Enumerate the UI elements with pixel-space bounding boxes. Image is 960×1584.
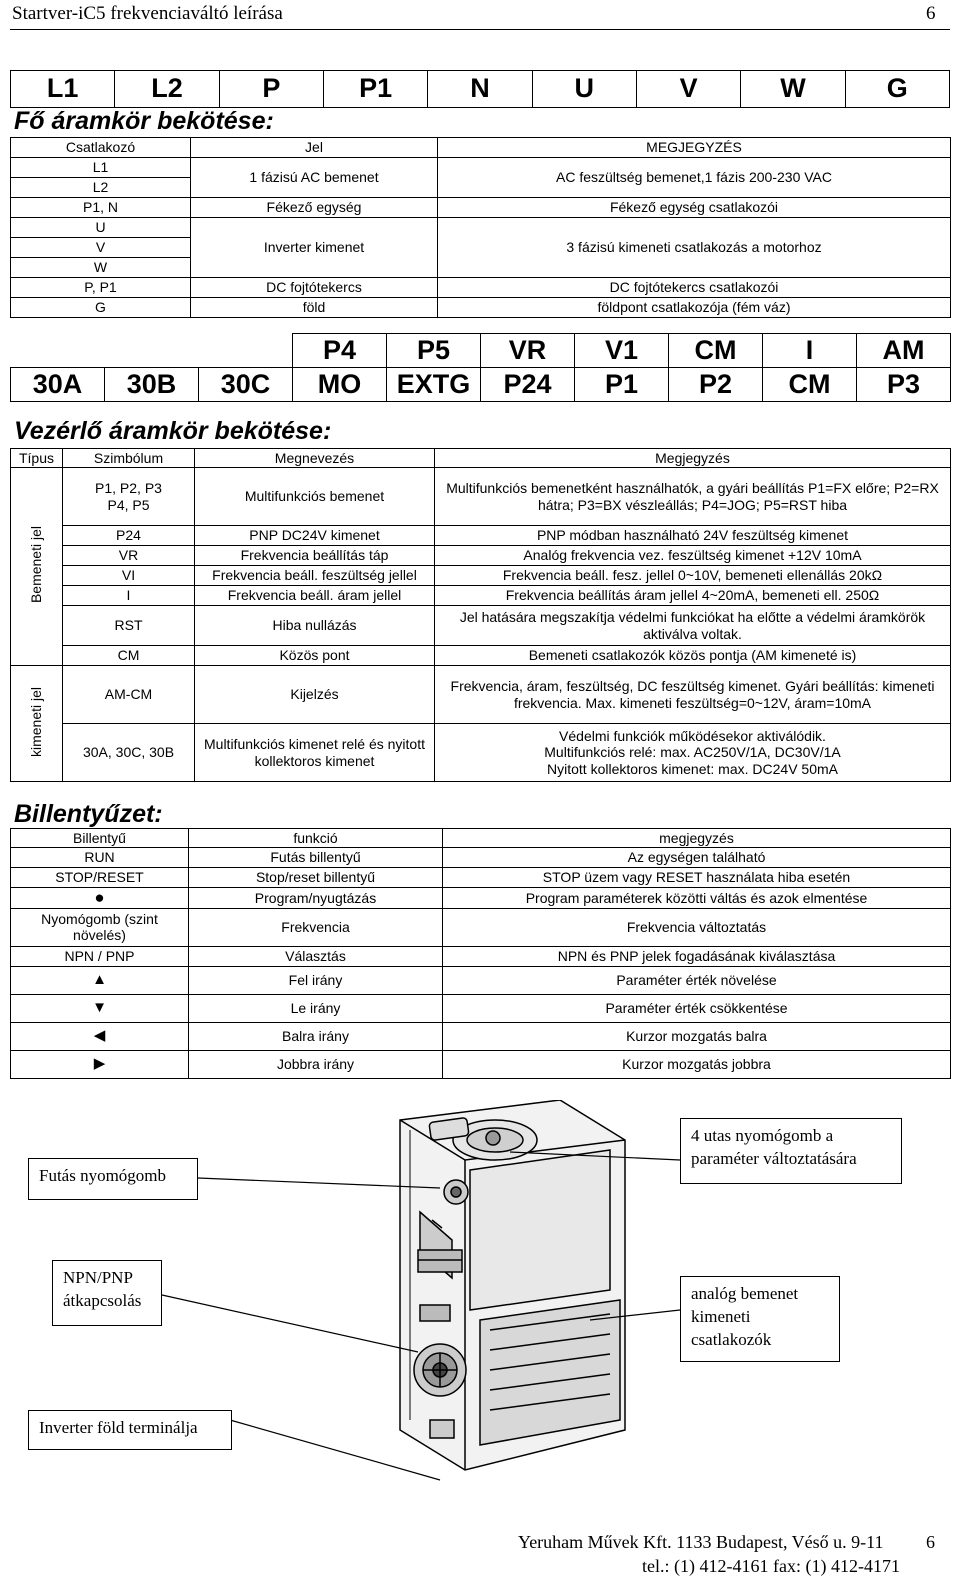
note-cell: Frekvencia változtatás — [443, 908, 951, 946]
keypad-table — [10, 828, 951, 1079]
note-cell: AC feszültség bemenet,1 fázis 200-230 VAC — [438, 158, 951, 198]
terminal-label: 30A — [11, 368, 105, 402]
header-cell: funkció — [189, 829, 443, 848]
note-cell: 3 fázisú kimeneti csatlakozás a motorhoz — [438, 218, 951, 278]
terminal-label: MO — [293, 368, 387, 402]
symbol-cell: CM — [63, 646, 195, 666]
note-cell: PNP módban használható 24V feszültség kimenet — [435, 526, 951, 546]
terminal-label: CM — [763, 368, 857, 402]
symbol-cell: P1, P2, P3 P4, P5 — [63, 468, 195, 526]
name-cell: Közös pont — [195, 646, 435, 666]
note-cell: Paraméter érték csökkentése — [443, 994, 951, 1022]
header-rule — [10, 29, 950, 30]
terminal-label: L1 — [11, 71, 115, 108]
terminal-label: P5 — [387, 334, 481, 368]
note-cell: Fékező egység csatlakozói — [438, 198, 951, 218]
note-cell: STOP üzem vagy RESET használata hiba esetén — [443, 868, 951, 888]
note-cell: földpont csatlakozója (fém váz) — [438, 298, 951, 318]
symbol-cell: RST — [63, 606, 195, 646]
key-cell: NPN / PNP — [11, 946, 189, 966]
keypad-section-title: Billentyűzet: — [14, 800, 163, 828]
note-cell: Frekvencia beáll. fesz. jellel 0~10V, bemeneti ellenállás 20kΩ — [435, 566, 951, 586]
terminal-label: P1 — [323, 71, 427, 108]
connector-cell: L1 — [11, 158, 191, 178]
note-cell: NPN és PNP jelek fogadásának kiválasztása — [443, 946, 951, 966]
connector-cell: G — [11, 298, 191, 318]
terminal-label: P3 — [857, 368, 951, 402]
signal-cell: 1 fázisú AC bemenet — [191, 158, 438, 198]
callout-ground-terminal: Inverter föld terminálja — [28, 1410, 232, 1450]
note-cell: Frekvencia, áram, feszültség, DC feszültség kimenet. Gyári beállítás: kimeneti frekvencia. Max. kimeneti feszültség=0~12V, áram=10mA — [435, 666, 951, 724]
arrow-right-icon: ▶ — [11, 1050, 189, 1078]
footer-page-number: 6 — [926, 1532, 935, 1552]
arrow-up-icon: ▲ — [11, 966, 189, 994]
name-cell: PNP DC24V kimenet — [195, 526, 435, 546]
header-cell: Megnevezés — [195, 449, 435, 468]
header-cell: MEGJEGYZÉS — [438, 138, 951, 158]
name-cell: Hiba nullázás — [195, 606, 435, 646]
terminal-label: W — [741, 71, 845, 108]
symbol-cell: VI — [63, 566, 195, 586]
terminal-label: I — [763, 334, 857, 368]
connector-cell: U — [11, 218, 191, 238]
symbol-cell: VR — [63, 546, 195, 566]
function-cell: Program/nyugtázás — [189, 888, 443, 909]
header-cell: Típus — [11, 449, 63, 468]
note-cell: Paraméter érték növelése — [443, 966, 951, 994]
function-cell: Le irány — [189, 994, 443, 1022]
footer-address: Yeruham Művek Kft. 1133 Budapest, Véső u. 9-11 — [518, 1532, 884, 1552]
function-cell: Fel irány — [189, 966, 443, 994]
callout-4way-keys: 4 utas nyomógomb a paraméter változtatására — [680, 1118, 902, 1184]
symbol-cell: P24 — [63, 526, 195, 546]
note-cell: Multifunkciós bemenetként használhatók, a gyári beállítás P1=FX előre; P2=RX hátra; P3=BX vészleállás; P4=JOG; P5=RST hiba — [435, 468, 951, 526]
header-cell: Billentyű — [11, 829, 189, 848]
terminal-label: N — [428, 71, 532, 108]
arrow-left-icon: ◀ — [11, 1022, 189, 1050]
name-cell: Frekvencia beáll. áram jellel — [195, 586, 435, 606]
note-cell: Az egységen található — [443, 848, 951, 868]
control-circuit-table — [10, 448, 951, 782]
terminal-label: 30B — [105, 368, 199, 402]
connector-cell: P1, N — [11, 198, 191, 218]
name-cell: Multifunkciós kimenet relé és nyitott kollektoros kimenet — [195, 724, 435, 782]
symbol-cell: I — [63, 586, 195, 606]
output-signal-label: kimeneti jel — [28, 686, 45, 757]
terminal-label: VR — [481, 334, 575, 368]
terminal-label: P — [219, 71, 323, 108]
symbol-cell: AM-CM — [63, 666, 195, 724]
note-cell: Kurzor mozgatás jobbra — [443, 1050, 951, 1078]
name-cell: Frekvencia beállítás táp — [195, 546, 435, 566]
function-cell: Stop/reset billentyű — [189, 868, 443, 888]
terminal-label: L2 — [115, 71, 219, 108]
header-cell: Megjegyzés — [435, 449, 951, 468]
output-type-cell — [11, 666, 63, 782]
page-header-title: Startver-iC5 frekvenciaváltó leírása — [12, 3, 283, 24]
header-cell: Szimbólum — [63, 449, 195, 468]
terminal-label: P4 — [293, 334, 387, 368]
note-cell: Kurzor mozgatás balra — [443, 1022, 951, 1050]
connector-cell: L2 — [11, 178, 191, 198]
terminal-label: P1 — [575, 368, 669, 402]
function-cell: Jobbra irány — [189, 1050, 443, 1078]
function-cell: Frekvencia — [189, 908, 443, 946]
terminal-label: G — [845, 71, 949, 108]
terminal-label: EXTG — [387, 368, 481, 402]
connector-cell: V — [11, 238, 191, 258]
callout-run-button: Futás nyomógomb — [28, 1158, 198, 1200]
function-cell: Balra irány — [189, 1022, 443, 1050]
key-cell: Nyomógomb (szint növelés) — [11, 908, 189, 946]
callout-npn-pnp: NPN/PNP átkapcsolás — [52, 1260, 162, 1326]
key-cell: RUN — [11, 848, 189, 868]
note-cell: DC fojtótekercs csatlakozói — [438, 278, 951, 298]
connector-cell: P, P1 — [11, 278, 191, 298]
header-cell: Csatlakozó — [11, 138, 191, 158]
arrow-down-icon: ▼ — [11, 994, 189, 1022]
signal-cell: Inverter kimenet — [191, 218, 438, 278]
note-cell: Védelmi funkciók működésekor aktiválódik. Multifunkciós relé: max. AC250V/1A, DC30V/1A Nyitott kollektoros kimenet: max. DC24V 50mA — [435, 724, 951, 782]
terminal-label: 30C — [199, 368, 293, 402]
main-terminal-strip — [10, 70, 950, 108]
signal-cell: Fékező egység — [191, 198, 438, 218]
terminal-label: V — [636, 71, 740, 108]
name-cell: Frekvencia beáll. feszültség jellel — [195, 566, 435, 586]
function-cell: Választás — [189, 946, 443, 966]
terminal-label: AM — [857, 334, 951, 368]
note-cell: Frekvencia beállítás áram jellel 4~20mA, bemeneti ell. 250Ω — [435, 586, 951, 606]
connector-cell: W — [11, 258, 191, 278]
function-cell: Futás billentyű — [189, 848, 443, 868]
terminal-label: P24 — [481, 368, 575, 402]
control-terminal-strip — [10, 333, 951, 402]
footer-contact: tel.: (1) 412-4161 fax: (1) 412-4171 — [642, 1556, 900, 1576]
terminal-label: U — [532, 71, 636, 108]
input-signal-label: Bemeneti jel — [28, 526, 45, 604]
name-cell: Multifunkciós bemenet — [195, 468, 435, 526]
header-cell: megjegyzés — [443, 829, 951, 848]
note-cell: Jel hatására megszakítja védelmi funkciókat ha előtte a védelmi áramkörök aktiválva voltak. — [435, 606, 951, 646]
signal-cell: DC fojtótekercs — [191, 278, 438, 298]
main-circuit-table — [10, 137, 951, 318]
key-cell: STOP/RESET — [11, 868, 189, 888]
note-cell: Bemeneti csatlakozók közös pontja (AM kimeneté is) — [435, 646, 951, 666]
name-cell: Kijelzés — [195, 666, 435, 724]
input-type-cell — [11, 468, 63, 666]
terminal-label: CM — [669, 334, 763, 368]
bullet-key-icon: ● — [11, 888, 189, 909]
signal-cell: föld — [191, 298, 438, 318]
control-section-title: Vezérlő áramkör bekötése: — [14, 417, 332, 445]
callout-analog-io: analóg bemenet kimeneti csatlakozók — [680, 1276, 840, 1362]
main-section-title: Fő áramkör bekötése: — [14, 107, 274, 135]
note-cell: Analóg frekvencia vez. feszültség kimenet +12V 10mA — [435, 546, 951, 566]
page-number: 6 — [926, 3, 936, 24]
symbol-cell: 30A, 30C, 30B — [63, 724, 195, 782]
terminal-label: V1 — [575, 334, 669, 368]
terminal-label: P2 — [669, 368, 763, 402]
note-cell: Program paraméterek közötti váltás és azok elmentése — [443, 888, 951, 909]
header-cell: Jel — [191, 138, 438, 158]
